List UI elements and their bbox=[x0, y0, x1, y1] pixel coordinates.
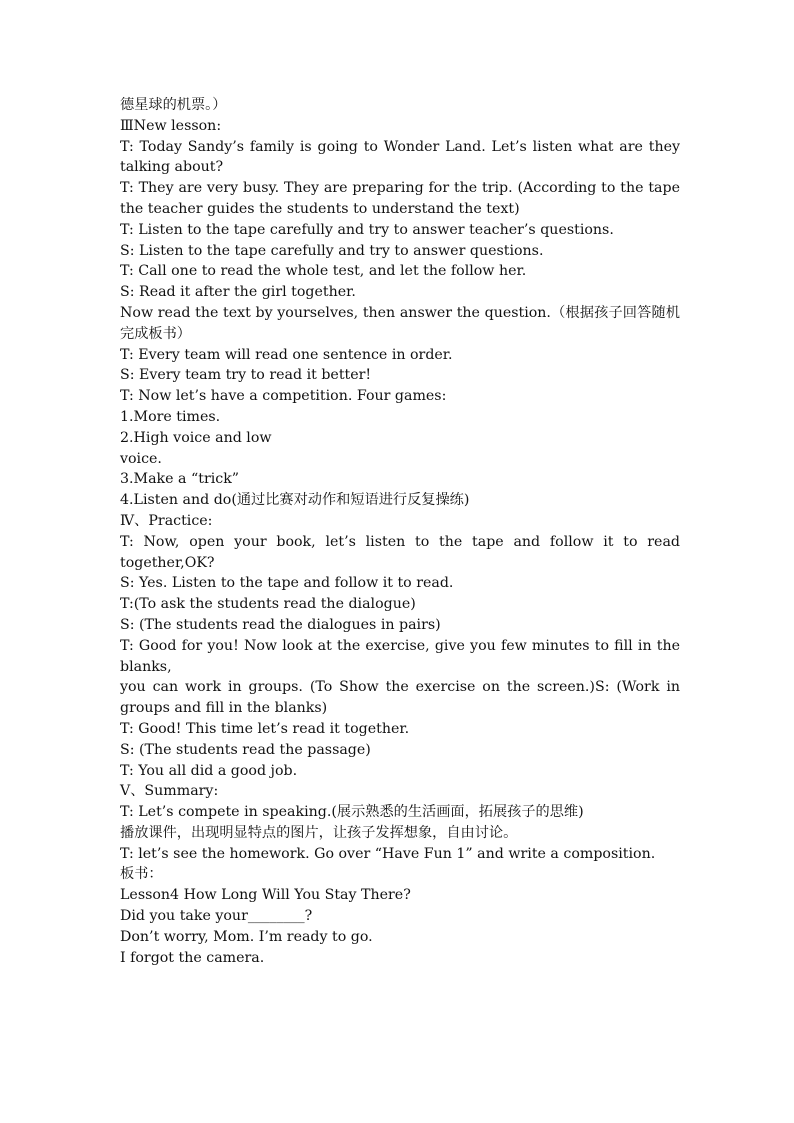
text-line: T: Good! This time let’s read it together. bbox=[120, 720, 410, 737]
list-item: 4.Listen and do(通过比赛对动作和短语进行反复操练) bbox=[120, 492, 470, 509]
text-line: T: Good for you! Now look at the exercise, give you few minutes to fill in the blanks, bbox=[120, 637, 685, 675]
text-line: T: Let’s compete in speaking.(展示熟悉的生活画面，拓展孩子的思维) bbox=[120, 804, 584, 821]
text-line: Now read the text by yourselves, then answer the question.（根据孩子回答随机完成板书） bbox=[120, 304, 680, 342]
text-line: T: They are very busy. They are preparing for the trip. (According to the tape the teacher guides the students to understand the text) bbox=[120, 180, 685, 217]
text-line: T: Every team will read one sentence in order. bbox=[120, 346, 453, 363]
text-line: you can work in groups. (To Show the exercise on the screen.)S: (Work in groups and fill in the blanks) bbox=[120, 679, 685, 717]
text-line: Don’t worry, Mom. I’m ready to go. bbox=[120, 928, 373, 945]
text-line: T: Call one to read the whole test, and let the follow her. bbox=[120, 263, 527, 280]
text-line: S: Yes. Listen to the tape and follow it to read. bbox=[120, 575, 454, 592]
text-line: T: let’s see the homework. Go over “Have Fun 1” and write a composition. bbox=[120, 845, 656, 862]
text-line: I forgot the camera. bbox=[120, 949, 265, 966]
text-line: voice. bbox=[120, 450, 162, 467]
section-heading: 板书： bbox=[120, 866, 163, 883]
list-item: 3.Make a “trick” bbox=[120, 471, 240, 488]
text-line: T:(To ask the students read the dialogue) bbox=[120, 596, 416, 613]
lesson-title: Lesson4 How Long Will You Stay There? bbox=[120, 887, 411, 904]
text-line: T: Today Sandy’s family is going to Wonder Land. Let’s listen what are they talking about? bbox=[120, 138, 685, 176]
text-line: Did you take your________? bbox=[120, 908, 313, 925]
document-body bbox=[120, 95, 685, 968]
section-heading: ⅢNew lesson: bbox=[120, 117, 222, 134]
list-item: 2.High voice and low bbox=[120, 429, 272, 446]
text-line: S: (The students read the dialogues in pairs) bbox=[120, 616, 441, 633]
section-heading: Ⅴ、Summary: bbox=[120, 783, 219, 800]
text-line: S: Listen to the tape carefully and try to answer questions. bbox=[120, 242, 544, 259]
text-line: S: Every team try to read it better! bbox=[120, 367, 372, 384]
text-line: 播放课件，出现明显特点的图片，让孩子发挥想象，自由讨论。 bbox=[120, 824, 518, 841]
text-line: T: Now, open your book, let’s listen to the tape and follow it to read together,OK? bbox=[120, 533, 685, 571]
section-heading: Ⅳ、Practice: bbox=[120, 512, 213, 529]
text-line: S: Read it after the girl together. bbox=[120, 284, 356, 301]
text-line: 德星球的机票。） bbox=[120, 97, 227, 113]
text-line: T: You all did a good job. bbox=[120, 762, 298, 779]
list-item: 1.More times. bbox=[120, 408, 221, 425]
text-line: S: (The students read the passage) bbox=[120, 741, 371, 758]
text-line: T: Listen to the tape carefully and try to answer teacher’s questions. bbox=[120, 221, 614, 238]
text-line: T: Now let’s have a competition. Four games: bbox=[120, 388, 447, 405]
